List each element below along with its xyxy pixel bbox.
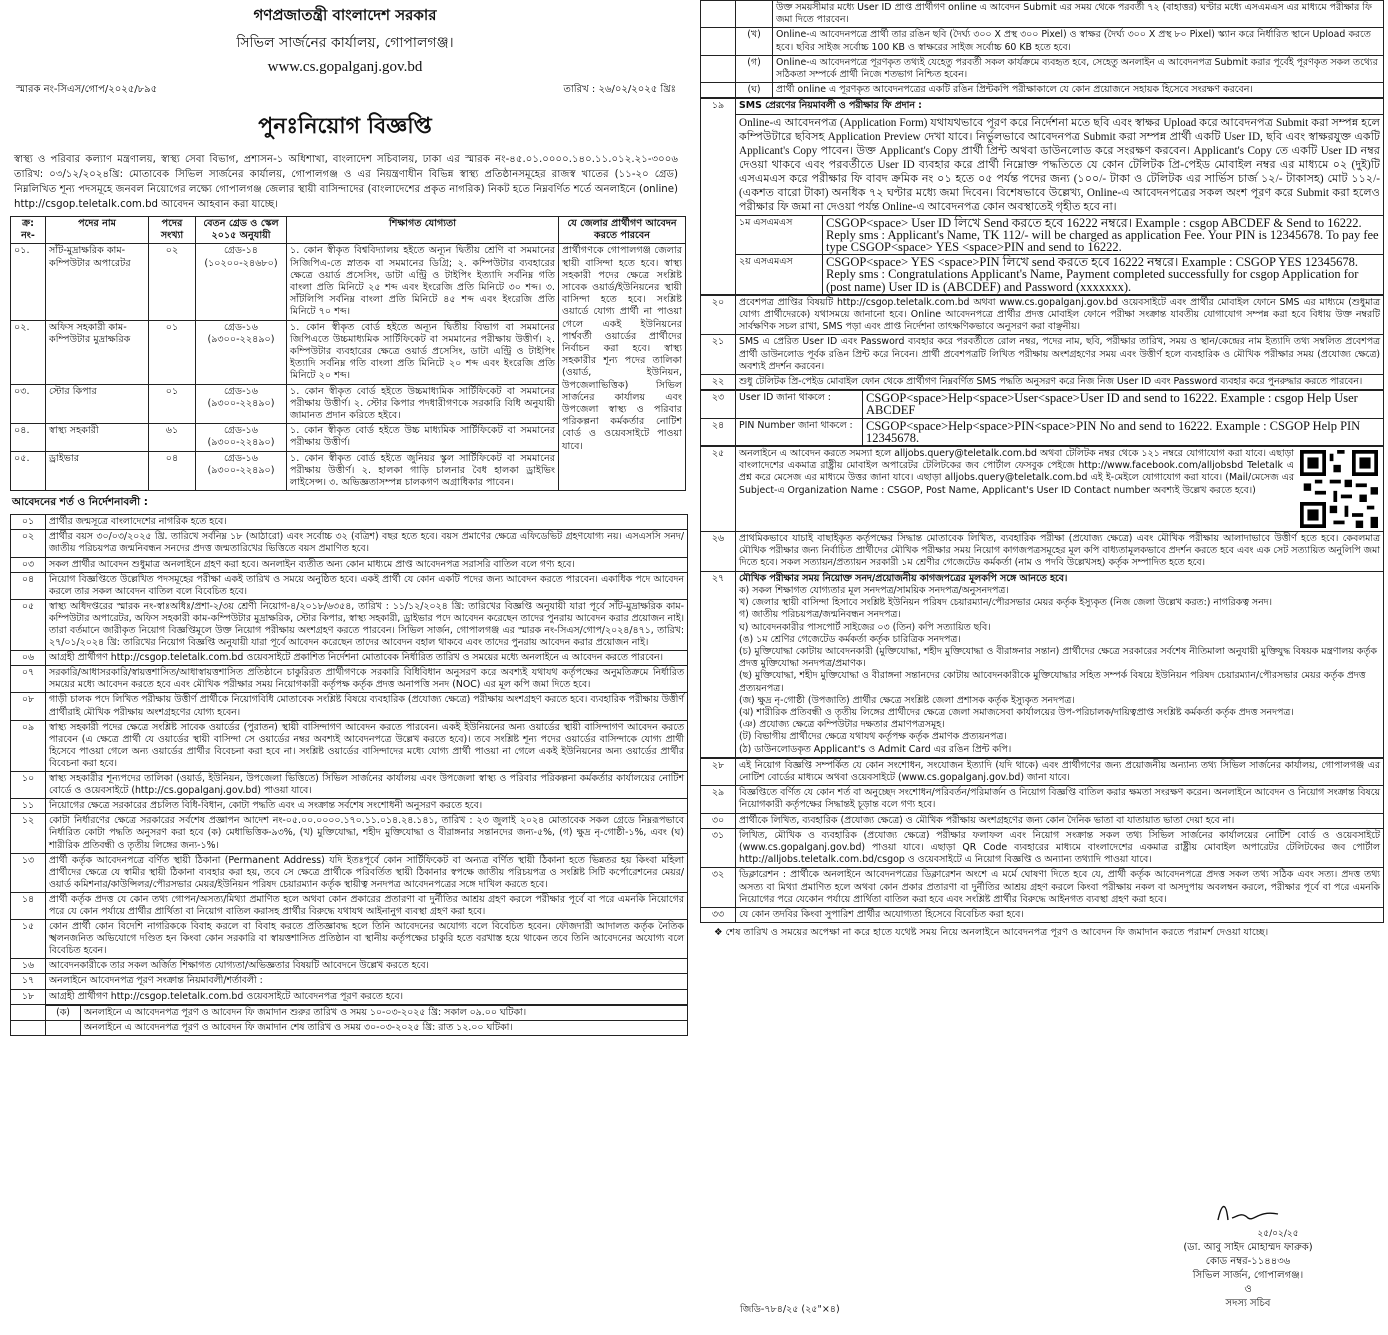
col-post-count: পদের সংখ্যা [149,217,196,244]
item-text: অনলাইনে আবেদনপত্র পূরণ সংক্রান্ত নিয়মাবলী/শর্তাবলী : [46,974,688,989]
list-item [701,375,1384,390]
pin-label: PIN Number জানা থাকলে : [736,418,863,445]
row-post-name: অফিস সহকারী কাম-কম্পিউটার মুদ্রাক্ষরিক [46,320,149,384]
sub-key: (ঘ) [736,83,773,98]
list-item [11,666,688,693]
row-qualification: ১. কোন স্বীকৃত বোর্ড হইতে উচ্চমাধ্যমিক সার্টিফিকেট বা সমমানের পরীক্ষায় উত্তীর্ণ। ২. স্টোর কিপার পদধারীগণকে সরকারি বিধি অনুযায়ী জামানত প্রদান করিতে হইবে। [287,384,559,424]
row-grade: গ্রেড-১৬ (৯৩০০-২২৪৯০) [196,424,287,451]
document-item: (ছ) মুক্তিযোদ্ধা, শহীদ মুক্তিযোদ্ধা ও বীরাঙ্গনা সন্তানদের কোটায় আবেদনকারীকে মুক্তিযোদ্ধার সহিত সম্পর্ক বিষয়ে ইউনিয়ন পরিষদ চেয়ারম্যান/পৌরসভার মেয়র কর্তৃক প্রদত্ত প্রত্যয়নপত্র। [739,670,1366,694]
item-number: ৩১ [701,828,736,868]
item-text: সকল প্রার্থীর আবেদন শুধুমাত্র অনলাইনে গ্রহণ করা হবে। অনলাইন ব্যতীত অন্য কোন মাধ্যমে প্রাপ্ত আবেদনপত্র সরাসরি বাতিল বলে গণ্য হবে। [46,557,688,572]
list-item [11,1005,688,1020]
document-item: (জ) ক্ষুদ্র নৃ-গোষ্ঠী (উপজাতি) প্রার্থীর ক্ষেত্রে সংশ্লিষ্ট জেলা প্রশাসক কর্তৃক ইস্যুকৃত সনদপত্র। [739,694,1075,706]
condition-18-subtable [10,1005,688,1036]
document-item: ঘ) আবেদনকারীর পাসপোর্ট সাইজের ০৩ (তিন) কপি সত্যায়িত ছবি। [739,621,991,633]
signature-block [1138,1192,1358,1311]
list-item [11,720,688,771]
office-name: সিভিল সার্জনের কার্যালয়, গোপালগঞ্জ। [236,35,454,51]
item-number: ০৩ [11,557,46,572]
list-item [701,335,1384,375]
item-number: ০৪ [11,572,46,599]
item-text: প্রার্থী কর্তৃক আবেদনপত্রে বর্ণিত স্থায়ী ঠিকানা (Permanent Address) যদি ইতঃপূর্বে কোন সার্টিফিকেট বা অন্যত্র বর্ণিত স্থায়ী ঠিকানা হতে ভিন্নতর হয় কিংবা মহিলা প্রার্থীদের ক্ষেত্রে যে স্বামীর স্থায়ী ঠিকানা ব্যবহার করা হয়, তবে সে ক্ষেত্রে প্রার্থীকে পরিবর্তিত স্থায়ী ঠিকানার স্বপক্ষে জাতীয় পরিচয়পত্র ও সংশ্লিষ্ট সিটি কর্পোরেশনের মেয়র/ওয়ার্ড কমিশনার/কাউন্সিলর/পৌরসভার মেয়র/ইউনিয়ন পরিষদ চেয়ারম্যান কর্তৃক স্থায়ীত্ব সনদপত্র আবেদনপত্রের সঙ্গে দাখিল করতে হবে। [46,853,688,892]
documents-list [739,585,1380,756]
item-text: নিয়োগের ক্ষেত্রে সরকারের প্রচলিত বিধি-বিধান, কোটা পদ্ধতি এবং এ সংক্রান্ত সর্বশেষ সংশোধনী অনুসরণ করতে হবে। [46,799,688,814]
item-text: স্বাস্থ্য সহকারীর শূন্যপদের তালিকা (ওয়ার্ড, ইউনিয়ন, উপজেলা ভিত্তিতে) সিভিল সার্জনের কার্যালয় এবং উপজেলা স্বাস্থ্য ও পরিবার পরিকল্পনা কর্মকর্তার কার্যালয়ের নোটিশ বোর্ডে ও ওয়েবসাইটে (http://cs.gopalganj.gov.bd) পাওয়া যাবে। [46,772,688,799]
row-post-count: ০২ [149,244,196,320]
list-item [701,83,1384,98]
right-top-table [700,0,1384,98]
sms-body: Online-এ আবেদনপত্র (Application Form) যথাযথভাবে পূরণ করে নির্দেশনা মতে ছবি এবং স্বাক্ষর Upload করে আবেদনপত্র Submit করা সম্পন্ন হলে কম্পিউটারে ছবিসহ Application Preview দেখা যাবে। নির্ভুলভাবে আবেদনপত্র Submit করা সম্পন্ন প্রার্থী একটি User ID, ছবি এবং স্বাক্ষরযুক্ত একটি Applicant's Copy পাবেন। উক্ত Applicant's Copy প্রার্থী প্রিন্ট অথবা ডাউনলোড করে সংরক্ষণ করবেন। Applicant's Copy তে একটি User ID নম্বর দেওয়া থাকবে এবং পরবর্তীতে User ID ব্যবহার করে প্রার্থী নিম্নোক্ত পদ্ধতিতে যে কোন টেলিটক প্রি-পেইড মোবাইল নম্বর এর মাধ্যমে ০২ (দুই)টি এসএমএস করে পরীক্ষার ফি বাবদ ক্রমিক নং ০১ হতে ০৫ পর্যন্ত পদের জন্য (১০০/- টাকা ও টেলিটক এর সার্ভিস চার্জ ১২/- টাকাসহ) মোট ১১২/- (একশত বারো টাকা) অনধিক ৭২ ঘণ্টার মধ্যে জমা দিবেন। বিশেষভাবে উল্লেখ্য, Online-এ আবেদনপত্রের সকল অংশ পূরণ করে Submit করা হলেও পরীক্ষার ফি জমা না দেওয়া পর্যন্ত Online-এ আবেদনপত্র কোন অবস্থাতেই গৃহীত হবে না। [736,114,1384,215]
col-qualification: শিক্ষাগত যোগ্যতা [287,217,559,244]
table-row [11,244,686,320]
letterhead [0,0,690,76]
list-item [11,557,688,572]
list-item [11,799,688,814]
right-column [700,0,1384,941]
row-qualification: ১. কোন স্বীকৃত বিশ্ববিদ্যালয় হইতে অন্যূন দ্বিতীয় শ্রেণি বা সমমানের সিজিপিএ-তে স্নাতক বা সমমানের ডিগ্রি; ২. কম্পিউটার ব্যবহারের ক্ষেত্রে ওয়ার্ড প্রসেসিং, ডাটা এন্ট্রি ও টাইপিং ইত্যাদি সর্বনিম্ন গতি বাংলা প্রতি মিনিটে ২৫ শব্দ এবং ইংরেজি প্রতি মিনিটে ৩০ শব্দ। ৩. সাঁটলিপি সর্বনিম্ন বাংলা প্রতি মিনিটে ৪৫ শব্দ এবং ইংরেজি প্রতি মিনিটে ৭০ শব্দ। [287,244,559,320]
recovery-table [700,390,1384,446]
sms2-text: CSGOP<space> YES <space>PIN লিখে send করতে হবে 16222 নম্বরে। Example : CSGOP YES 12345678. Reply sms : Congratulations Applicant's Name, Payment completed successfully for csgop Application for (post name) User ID is (ABCDEF) and Password (xxxxxxx). [823,255,1384,295]
document-item: (চ) মুক্তিযোদ্ধা কোটায় আবেদনকারী (মুক্তিযোদ্ধা, শহীদ মুক্তিযোদ্ধা ও বীরাঙ্গনার সন্তান) প্রার্থীদের ক্ষেত্রে সরকারের সর্বশেষ নীতিমালা অনুযায়ী মুক্তিযুদ্ধ বিষয়ক মন্ত্রণালয় কর্তৃক প্রদত্ত মুক্তিযোদ্ধা সনদপত্র/প্রমাণক। [739,645,1377,670]
row-grade: গ্রেড-১৬ (৯৩০০-২২৪৯০) [196,384,287,424]
item-number: ২০ [701,295,736,335]
row-serial: ০৫. [11,451,46,491]
item-text: প্রবেশপত্র প্রাপ্তির বিষয়টি http://csgop.teletalk.com.bd অথবা www.cs.gopalganj.gov.bd ওয়েবসাইটে এবং প্রার্থীর মোবাইল ফোনে SMS এর মাধ্যমে (শুধুমাত্র যোগ্য প্রার্থীদেরকে) যথাসময়ে জানানো হবে। Online আবেদনপত্রে প্রার্থীর প্রদত্ত মোবাইল ফোনে পরীক্ষা সংক্রান্ত যাবতীয় যোগাযোগ সম্পন্ন করা হবে বিধায় উক্ত নম্বরটি সার্বক্ষণিক সচল রাখা, SMS পড়া এবং প্রাপ্ত নির্দেশনা তাৎক্ষণিকভাবে অনুসরণ করা বাঞ্ছনীয়। [736,295,1384,335]
col-grade: বেতন গ্রেড ও স্কেল ২০১৫ অনুযায়ী [196,217,287,244]
sub-text: Online-এ আবেদনপত্রে পূরণকৃত তথ্যই যেহেতু পরবর্তী সকল কার্যক্রমে ব্যবহৃত হবে, সেহেতু অনলাইন এ আবেদনপত্র Submit করার পূর্বেই পূরণকৃত সকল তথ্যের সঠিকতা সম্পর্কে প্রার্থী নিজে শতভাগ নিশ্চিত হবেন। [773,55,1384,82]
item-number: ২৫ [701,447,736,532]
signer-role: সদস্য সচিব [1225,1298,1271,1309]
sub-key: (খ) [736,28,773,55]
row-grade: গ্রেড-১৬ (৯৩০০-২২৪৯০) [196,451,287,491]
right-rows-20-22 [700,295,1384,390]
sub-text: উক্ত সময়সীমার মধ্যে User ID প্রাপ্ত প্রার্থীগণ online এ আবেদন Submit এর সময় থেকে পরবর্তী ৭২ (বাহাত্তর) ঘণ্টার মধ্যে এসএমএস এর মাধ্যমে পরীক্ষার ফি জমা দিতে পারবেন। [773,1,1384,28]
item-number: ০১ [11,515,46,530]
list-item [701,391,1384,418]
document-item: (ঙ) ১ম শ্রেণির গেজেটেড কর্মকর্তা কর্তৃক চারিত্রিক সনদপত্র। [739,633,961,645]
item-number: ১১ [11,799,46,814]
list-item [11,515,688,530]
sms1-label: ১ম এসএমএস [736,215,823,255]
item-text: গাড়ী চালক পদে লিখিত পরীক্ষায় উত্তীর্ণ প্রার্থীকে নিয়োগবিধি মোতাবেক সংশ্লিষ্ট বিষয়ে ব্যবহারিক (প্রযোজ্য ক্ষেত্রে) পরীক্ষায় অংশগ্রহণ করতে হবে। ব্যবহারিক পরীক্ষায় উত্তীর্ণ প্রার্থীরাই মৌখিক পরীক্ষায় অংশগ্রহণের যোগ্য হবেন। [46,693,688,720]
col-serial: ক্র: নং- [11,217,46,244]
list-item [701,571,1384,757]
left-column [0,0,690,1036]
item-text: বিজ্ঞপ্তিতে বর্ণিত যে কোন শর্ত বা অনুচ্ছেদ সংশোধন/পরিবর্তন/পরিমার্জন ও নিয়োগ বিজ্ঞপ্তি বাতিল করার ক্ষমতা সংরক্ষণ করেন। অনলাইনে আবেদন ও নিয়োগ সংক্রান্ত বিষয়ে নিয়োগকারী কর্তৃপক্ষের সিদ্ধান্তই চূড়ান্ত বলে গণ্য হবে। [736,786,1384,813]
item-number: ১৫ [11,920,46,959]
document-item: (ট) বিভাগীয় প্রার্থীদের ক্ষেত্রে যথাযথ কর্তৃপক্ষ কর্তৃক প্রমাণক প্রত্যয়নপত্র। [739,731,1007,743]
document-item: ক) সকল শিক্ষাগত যোগ্যতার মূল সনদপত্র/সাময়িক সনদপত্র/অনুসনদপত্র। [739,584,1009,596]
office-website: www.cs.gopalganj.gov.bd [267,59,423,75]
row-qualification: ১. কোন স্বীকৃত বোর্ড হইতে উচ্চ মাধ্যমিক সার্টিফিকেট বা সমমানের পরীক্ষায় উত্তীর্ণ। [287,424,559,451]
list-item [11,530,688,557]
notice-date: তারিখ : ২৬/০২/২০২৫ খ্রিঃ [563,84,676,95]
item-text: লিখিত, মৌখিক ও ব্যবহারিক (প্রযোজ্য ক্ষেত্রে) পরীক্ষার ফলাফল এবং নিয়োগ সংক্রান্ত সকল তথ্য সিভিল সার্জনের কার্যালয়ের নোটিশ বোর্ড ও ওয়েবসাইটে (www.cs.gopalganj.gov.bd) পাওয়া যাবে। এছাড়া QR Code ব্যবহারের মাধ্যমে বাংলাদেশের একমাত্র রাষ্ট্রীয় মোবাইল অপারেটর টেলিটকের জব পোর্টাল http://alljobs.teletalk.com.bd/csgop ও ওয়েবসাইটে এ নিয়োগ বিজ্ঞপ্তি ও অন্যান্য তথ্যাদি পাওয়া যাবে। [736,828,1384,868]
sub-key: (ক) [46,1005,81,1020]
list-item [701,786,1384,813]
documents-title: মৌখিক পরীক্ষার সময় নিয়োক্ত সনদ/প্রয়োজনীয় কাগজপত্রের মূলকপি সঙ্গে আনতে হবে। [739,572,1068,584]
list-item [11,989,688,1004]
pin-help: CSGOP<space>Help<space>PIN<space>PIN No and send to 16222. Example : CSGOP Help PIN 12345678. [863,418,1384,445]
signer-and: ও [1244,1284,1252,1295]
item-number: ৩০ [701,813,736,828]
row-post-count: ০১ [149,320,196,384]
list-item [701,99,1384,114]
document-item: গ) জাতীয় পরিচয়পত্র/জন্মনিবন্ধন সনদপত্র। [739,609,901,621]
signer-name: (ডা. আবু সাইদ মোহাম্মদ ফারুক) [1183,1242,1313,1253]
row-post-name: স্টোর কিপার [46,384,149,424]
list-item [701,813,1384,828]
item-number: ৩২ [701,868,736,908]
district-note: প্রার্থীগণকে গোপালগঞ্জ জেলার স্থায়ী বাসিন্দা হতে হবে। স্বাস্থ্য সহকারী পদের ক্ষেত্রে সংশ্লিষ্ট সাবেক ওয়ার্ড/ইউনিয়নের স্থায়ী বাসিন্দা হতে হবে। সংশ্লিষ্ট ওয়ার্ডে যোগ্য প্রার্থী না পাওয়া গেলে একই ইউনিয়নের পার্শ্ববর্তী ওয়ার্ডের প্রার্থীদের নির্বাচন করা হবে। স্বাস্থ্য সহকারীর শূন্য পদের তালিকা (ওয়ার্ড, ইউনিয়ন, উপজেলাভিত্তিক) সিভিল সার্জনের কার্যালয় এবং উপজেলা স্বাস্থ্য ও পরিবার পরিকল্পনা কর্মকর্তার নোটিশ বোর্ড ও ওয়েবসাইটে পাওয়া যাবে। [559,244,686,491]
list-item [701,868,1384,908]
posts-table [10,216,686,491]
item-number: ১০ [11,772,46,799]
list-item [11,693,688,720]
document-item: (ঞ) প্রযোজ্য ক্ষেত্রে কম্পিউটার দক্ষতার প্রমাণপত্রসমূহ। [739,719,945,731]
list-item [701,758,1384,785]
qr-code-icon[interactable] [1300,450,1378,528]
item-text: প্রার্থীকে লিখিত, ব্যবহারিক (প্রযোজ্য ক্ষেত্রে) ও মৌখিক পরীক্ষায় অংশগ্রহণের জন্য কোন দৈনিক ভাতা বা যাতায়াত ভাতা দেয়া হবে না। [736,813,1384,828]
application-start: অনলাইনে এ আবেদনপত্র পূরণ ও আবেদন ফি জমাদান শুরুর তারিখ ও সময় ১০-০৩-২০২৫ খ্রি: সকাল ০৯.০০ ঘটিকা। [81,1005,688,1020]
item-number: ২৩ [701,391,736,418]
application-end: অনলাইনে এ আবেদনপত্র পূরণ ও আবেদন ফি জমাদান শেষ তারিখ ও সময় ৩০-০৩-২০২৫ খ্রি: রাত ১২.০০ ঘটিকা। [81,1020,688,1035]
list-item [11,814,688,853]
list-item [701,255,1384,295]
userid-help: CSGOP<space>Help<space>User<space>User ID and send to 16222. Example : csgop Help User ABCDEF [863,391,1384,418]
item-text: প্রার্থীর বয়স ৩০/০৩/২০২৫ খ্রি. তারিখে সর্বনিম্ন ১৮ (আঠারো) এবং সর্বোচ্চ ৩২ (বত্রিশ) বছর হতে হবে। বয়স প্রমাণের ক্ষেত্রে এফিডেভিট গ্রহণযোগ্য নয়। এসএসসি সনদ/জাতীয় পরিচয়পত্র জন্মনিবন্ধন সনদের প্রদত্ত জন্মতারিখের ভিত্তিতে বয়স প্রমাণিত হবে। [46,530,688,557]
sub-key: (গ) [736,55,773,82]
list-item [11,959,688,974]
list-item [701,55,1384,82]
sms1-text: CSGOP<space> User ID লিখে Send করতে হবে 16222 নম্বরে। Example : csgop ABCDEF & Send to 16222. Reply sms : Applicant's Name, TK 112/- will be charged as application Fee. Your PIN is 12345678. To pay fee type CSGOP<space> YES <space>PIN and send to 16222. [823,215,1384,255]
item-number: ০৫ [11,599,46,650]
signer-designation: সিভিল সার্জন, গোপালগঞ্জ। [1192,1270,1304,1281]
help-contact-text: অনলাইনে এ আবেদন করতে সমস্যা হলে alljobs.query@teletalk.com.bd অথবা টেলিটক নম্বর থেকে ১২১ নম্বরে যোগাযোগ করা যাবে। এছাড়া বাংলাদেশের একমাত্র রাষ্ট্রীয় মোবাইল অপারেটর টেলিটকের জব পোর্টাল ফেসবুক পেইজে http://www.facebook.com/alljobsbd Teletalk এ প্রশ্ন করে মেসেজ এর মাধ্যমে উত্তর জানা যাবে। এছাড়া alljobs.query@teletalk.com.bd এই ই-মেইলে যোগাযোগ করা যাবে। (Mail/মেসেজ এর Subject-এ Organization Name : CSGOP, Post Name, Applicant's User ID Contact number অবশ্যই উল্লেখ করতে হবে।) [739,448,1294,496]
document-item: (ঠ) ডাউনলোডকৃত Applicant's ও Admit Card এর রঙিন প্রিন্ট কপি। [739,743,1012,755]
list-item [701,532,1384,572]
sms-title: SMS প্রেরণের নিয়মাবলী ও পরীক্ষার ফি প্রদান : [736,99,1384,114]
row-post-count: ০১ [149,384,196,424]
document-item: (ঝ) শারীরিক প্রতিবন্ধী ও তৃতীয় লিঙ্গের প্রার্থীদের ক্ষেত্রে জেলা সমাজসেবা কার্যালয়ের উপ-পরিচালক/দায়িত্বপ্রাপ্ত সংশ্লিষ্ট কর্মকর্তা কর্তৃক প্রদত্ত সনদপত্র। [739,706,1294,718]
item-number: ১৮ [11,989,46,1004]
item-text: শুধু টেলিটক প্রি-পেইড মোবাইল ফোন থেকে প্রার্থীগণ নিম্নবর্ণিত SMS পদ্ধতি অনুসরণ করে নিজ নিজ User ID এবং Password ব্যবহার করে পুনরুদ্ধার করতে পারবেন। [736,375,1384,390]
item-text: প্রাথমিকভাবে যাচাই বাছাইকৃত কর্তৃপক্ষের সিদ্ধান্ত মোতাবেক লিখিত, ব্যবহারিক পরীক্ষা (প্রযোজ্য ক্ষেত্রে) এবং মৌখিক পরীক্ষায় আলাদাভাবে উত্তীর্ণ হতে হবে। কেবলমাত্র মৌখিক পরীক্ষার জন্য নির্বাচিত প্রার্থীদের মৌখিক পরীক্ষার সময় নিয়োগ কাগজপত্রসমূহের মূল কপি বাধ্যতামূলকভাবে প্রদর্শন করতে হবে এবং এক সেট সত্যায়িত অনুলিপি জমা দিতে হবে। সকল সত্যায়ন/প্রত্যায়ন সরকারী ১ম শ্রেণীর গেজেটেড কর্মকর্তা (নাম ও পদবি উল্লেখসহ) কর্তৃক সম্পাদিত হতে হবে। [736,532,1384,572]
item-text: প্রার্থীর জন্মসূত্রে বাংলাদেশের নাগরিক হতে হবে। [46,515,688,530]
conditions-table [10,514,688,1004]
sub-text: Online-এ আবেদনপত্রে প্রার্থী তার রঙিন ছবি (দৈর্ঘ্য ৩০০ X প্রস্থ ৩০০ Pixel) ও স্বাক্ষর (দৈর্ঘ্য ৩০০ X প্রস্থ ৮০ Pixel) স্ক্যান করে নির্ধারিত স্থানে Upload করতে হবে। ছবির সাইজ সর্বোচ্চ 100 KB ও স্বাক্ষরের সাইজ সর্বোচ্চ 60 KB হতে হবে। [773,28,1384,55]
row-serial: ০৩. [11,384,46,424]
reference-line [16,82,676,99]
row-post-count: ০৪ [149,451,196,491]
item-text: স্বাস্থ্য অধিদপ্তরের স্মারক নং-স্বাঃঅধিঃ/প্রশা-২/৩য় শ্রেণী নিয়োগ-৪/২০১৮/৬৩৫৪, তারিখ : ১১/১২/২০২৪ খ্রি: তারিখের বিজ্ঞপ্তি অনুযায়ী যারা পূর্বে সাঁট-মুদ্রাক্ষরিক কাম-কম্পিউটার অপারেটর, অফিস সহকারী কাম-কম্পিউটার মুদ্রাক্ষরিক, স্টোর কিপার, স্বাস্থ্য সহকারী, ড্রাইভার পদে আবেদন করেছেন তাদের পুনরায় আবেদন করার প্রয়োজন নাই। তারা বর্তমানে জারীকৃত নিয়োগ বিজ্ঞপ্তিমূলে উক্ত নিয়োগ পরীক্ষায় অংশগ্রহণ করতে পারবেন। সিভিল সার্জন, গোপালগঞ্জ এর স্মারক নং-সিএস/গোপ/২০২৪/৪৭১, তারিখ: ২৭/০১/২০২৪ খ্রি: তারিখের নিয়োগ বিজ্ঞপ্তি অনুযায়ী যারা পূর্বে আবেদন করেছেন তাদের আবেদন বহাল থাকবে এবং তাদের পুনরায় আবেদন করার প্রয়োজন নাই। [46,599,688,650]
col-district: যে জেলার প্রার্থীগণ আবেদন করতে পারবেন [559,217,686,244]
item-number: ৩৩ [701,907,736,922]
item-text: এই নিয়োগ বিজ্ঞপ্তি সম্পর্কিত যে কোন সংশোধন, সংযোজন ইত্যাদি (যদি থাকে) এবং প্রার্থীগণের জন্য প্রয়োজনীয় অন্যান্য তথ্য সিভিল সার্জনের কার্যালয়, গোপালগঞ্জ এর নোটিশ বোর্ডের মাধ্যমে অথবা ওয়েবসাইটে (www.cs.gopalganj.gov.bd) জানা যাবে। [736,758,1384,785]
item-number: ২২ [701,375,736,390]
col-post-name: পদের নাম [46,217,149,244]
list-item [11,920,688,959]
item-number: ২১ [701,335,736,375]
document-item: খ) জেলার স্থায়ী বাসিন্দা হিসাবে সংশ্লিষ্ট ইউনিয়ন পরিষদ চেয়ারম্যান/পৌরসভার মেয়র কর্তৃক ইস্যুকৃত (নিজ জেলা উল্লেখ করত:) নাগরিকত্ব সনদ। [739,597,1272,609]
item-number: ১৪ [11,892,46,919]
footnote: ❖ শেষ তারিখ ও সময়ের অপেক্ষা না করে হাতে যথেষ্ট সময় নিয়ে অনলাইনে আবেদনপত্র পূরণ ও আবেদন ফি জমাদান করতে পরামর্শ দেওয়া যাচ্ছে। [714,927,1269,939]
row-post-name: ড্রাইভার [46,451,149,491]
sub-key [736,1,773,28]
list-item [11,572,688,599]
item-text: ডিক্লারেশন : প্রার্থীকে অনলাইনে আবেদনপত্রের ডিক্লারেশন অংশে এ মর্মে ঘোষণা দিতে হবে যে, প্রার্থী কর্তৃক আবেদনপত্রে প্রদত্ত সকল তথ্য সঠিক এবং সত্য। প্রদত্ত তথ্য অসত্য বা মিথ্যা প্রমাণিত হলে অথবা কোন প্রকার প্রতারণা বা দুর্নীতির আশ্রয় গ্রহণ করলে কিংবা পরীক্ষায় নকল বা অসদুপায় অবলম্বন করলে, পরীক্ষার পূর্বে বা পরে এমনকি নিয়োগের পরে যেকোন পর্যায়ে প্রার্থিতা বাতিল করা হবে এবং সংশ্লিষ্ট প্রার্থীর বিরুদ্ধে আইনগত ব্যবস্থা গ্রহণ করা হবে। [736,868,1384,908]
memo-number: স্মারক নং-সিএস/গোপ/২০২৫/৮৯৫ [16,84,158,95]
list-item [11,1020,688,1035]
item-number: ১৯ [701,99,736,294]
sms2-label: ২য় এসএমএস [736,255,823,295]
item-number: ১৩ [11,853,46,892]
list-item [11,892,688,919]
item-number: ১৭ [11,974,46,989]
item-number: ০৬ [11,651,46,666]
item-number: ০৭ [11,666,46,693]
item-text: যে কোন তদবির কিংবা সুপারিশ প্রার্থীর অযোগ্যতা হিসেবে বিবেচিত করা হবে। [736,907,1384,922]
item-text: কোটা নির্ধারণের ক্ষেত্রে সরকারের সর্বশেষ প্রজ্ঞাপন আদেশ নং-০৫.০০.০০০০.১৭০.১১.০১৪.২৪.১৪১, তারিখ : ২৩ জুলাই ২০২৪ মোতাবেক সকল গ্রেডে নিম্নরূপভাবে নির্ধারিত কোটা পদ্ধতি অনুসরণ করা হবে (ক) মেধাভিত্তিক-৯৩%, (খ) মুক্তিযোদ্ধা, শহীদ মুক্তিযোদ্ধা ও বীরাঙ্গনার সন্তানদের জন্য-৫%, (গ) ক্ষুদ্র নৃ-গোষ্ঠী-১%, এবং (ঘ) শারীরিক প্রতিবন্ধী ও তৃতীয় লিঙ্গের জন্য-১%। [46,814,688,853]
item-text: SMS এ প্রেরিত User ID এবং Password ব্যবহার করে পরবর্তীতে রোল নম্বর, পদের নাম, ছবি, পরীক্ষার তারিখ, সময় ও স্থান/কেন্দ্রের নাম ইত্যাদি তথ্য সম্বলিত প্রবেশপত্র প্রার্থী ডাউনলোড পূর্বক রঙিন প্রিন্ট করে নিবেন। প্রার্থী প্রবেশপত্রটি লিখিত পরীক্ষায় অংশগ্রহণের সময় এবং উত্তীর্ণ হলে ব্যবহারিক ও মৌখিক পরীক্ষার সময় (প্রযোজ্য ক্ষেত্রে) অবশ্যই প্রদর্শন করবেন। [736,335,1384,375]
list-item [11,853,688,892]
row-post-name: সাঁট-মুদ্রাক্ষরিক কাম-কম্পিউটার অপারেটর [46,244,149,320]
list-item [701,828,1384,868]
item-number: ১৬ [11,959,46,974]
row-qualification: ১. কোন স্বীকৃত বোর্ড হইতে জুনিয়র স্কুল সার্টিফিকেট বা সমমানের পরীক্ষায় উত্তীর্ণ। ২. হালকা গাড়ি চালনার বৈধ হালকা ড্রাইভিং লাইসেন্স। ৩. অভিজ্ঞতাসম্পন্ন চালকগণ অগ্রাধিকার পাবেন। [287,451,559,491]
row-post-count: ৬১ [149,424,196,451]
row-qualification: ১. কোন স্বীকৃত বোর্ড হইতে অন্যূন দ্বিতীয় বিভাগ বা সমমানের জিপিএতে উচ্চমাধ্যমিক সার্টিফিকেট বা সমমানের পরীক্ষায় উত্তীর্ণ। ২. কম্পিউটার ব্যবহারের ক্ষেত্রে ওয়ার্ড প্রসেসিং, ডাটা এন্ট্রি ও টাইপিং ইত্যাদি সর্বনিম্ন গতি বাংলা প্রতি মিনিটে ২০ শব্দ এবং ইংরেজি প্রতি মিনিটে ২০ শব্দ। [287,320,559,384]
list-item [701,1,1384,28]
item-number: ০৮ [11,693,46,720]
list-item [701,215,1384,255]
publication-code: জিডি-৭৮৪/২৫ (২৫"×৪) [740,1304,840,1315]
item-number: ১২ [11,814,46,853]
list-item [11,772,688,799]
item-text: প্রার্থী কর্তৃক প্রদত্ত যে কোন তথ্য গোপন/অসত্য/মিথ্যা প্রমাণিত হলে অথবা কোন প্রকারের প্রতারণা বা দুর্নীতির আশ্রয় গ্রহণ করলে পরীক্ষার পূর্বে বা পরে এমনকি নিয়োগের পরে যে কোন পর্যায়ে প্রার্থীর প্রার্থিতা বা নিয়োগ বাতিল করাসহ প্রার্থীর বিরুদ্ধে যথাযথ আইনানুগ ব্যবস্থা গ্রহণ করা হবে। [46,892,688,919]
list-item [701,295,1384,335]
row-serial: ০১. [11,244,46,320]
item-number: ২৮ [701,758,736,785]
item-text: স্বাস্থ্য সহকারী পদের ক্ষেত্রে সংশ্লিষ্ট সাবেক ওয়ার্ডের (পুরাতন) স্থায়ী বাসিন্দাগণ আবেদন করতে পারবেন। একই ইউনিয়নের অন্য ওয়ার্ডের স্থায়ী বাসিন্দাগণ আবেদন করতে পারবেন (এ ক্ষেত্রে প্রার্থী যে ওয়ার্ডের স্থায়ী বাসিন্দা সে ওয়ার্ডের নম্বর অবশ্যই আবেদনপত্রে উল্লেখ করতে হবে)। তবে সংশ্লিষ্ট শূন্য পদের ওয়ার্ডের বাসিন্দাকে যোগ্য প্রার্থী হিসেবে পাওয়া গেলে অন্য ওয়ার্ডের প্রার্থীর বিবেচনা করা হবে না। সংশ্লিষ্ট ওয়ার্ডের বাসিন্দাদের মধ্যে যোগ্য প্রার্থী পাওয়া না গেলে একই ইউনিয়নের অন্য ওয়ার্ডের প্রার্থীর বিবেচনা করা হবে। [46,720,688,771]
userid-label: User ID জানা থাকলে : [736,391,863,418]
item-text: সরকারি/আধাসরকারি/স্বায়ত্তশাসিত/আধাস্বায়ত্তশাসিত প্রতিষ্ঠানে চাকুরিরত প্রার্থীগণকে সরকারি বিধিবিধান অনুসরণ করে অবশ্যই যথাযথ কর্তৃপক্ষের অনুমতিক্রমে নির্ধারিত সময়ের মধ্যে আবেদন করতে হবে এবং মৌখিক পরীক্ষার সময় নিয়োগকারী কর্তৃপক্ষ কর্তৃক প্রদত্ত অনাপত্তি সনদ (NOC) এর মূল কপি জমা দিতে হবে। [46,666,688,693]
item-text: আবেদনকারীকে তার সকল অর্জিত শিক্ষাগত যোগ্যতা/অভিজ্ঞতার বিষয়টি আবেদনে উল্লেখ করতে হবে। [46,959,688,974]
signature-icon [1188,1192,1308,1232]
item-number: ২৯ [701,786,736,813]
item-number: ০৯ [11,720,46,771]
row-post-name: স্বাস্থ্য সহকারী [46,424,149,451]
list-item [11,651,688,666]
item-number: ০২ [11,530,46,557]
conditions-title: আবেদনের শর্ত ও নির্দেশনাবলী : [12,496,148,509]
right-rows-28-33 [700,758,1384,923]
list-item [701,907,1384,922]
right-rows-25-27 [700,446,1384,758]
list-item [11,974,688,989]
list-item [701,447,1384,532]
row-serial: ০৪. [11,424,46,451]
item-number: ২৪ [701,418,736,445]
signer-code: কোড নম্বর-১১৪৪৩৬ [1205,1256,1291,1267]
item-text: আগ্রহী প্রার্থীগণ http://csgop.teletalk.com.bd ওয়েবসাইটে আবেদনপত্র পূরণ করতে হবে। [46,989,688,1004]
list-item [11,599,688,650]
sub-text: প্রার্থী online এ পূরণকৃত আবেদনপত্রের একটি রঙিন প্রিন্টকপি পরীক্ষাকালে যে কোন প্রয়োজনে সহায়ক হিসেবে সংরক্ষণ করবেন। [773,83,1384,98]
list-item [701,418,1384,445]
govt-name: গণপ্রজাতন্ত্রী বাংলাদেশ সরকার [253,6,437,24]
posts-table-header [11,217,686,244]
item-text: নিয়োগ বিজ্ঞপ্তিতে উল্লেখিত পদসমূহের পরীক্ষা একই তারিখ ও সময়ে অনুষ্ঠিত হবে। একই প্রার্থী যে কোন একটি পদের জন্য আবেদন করতে পারবেন। একাধিক পদে আবেদন করলে তার সকল আবেদন বাতিল বলে বিবেচিত হবে। [46,572,688,599]
row-grade: গ্রেড-১৪ (১০২০০-২৪৬৮০) [196,244,287,320]
row-serial: ০২. [11,320,46,384]
item-number: ২৬ [701,532,736,572]
list-item [701,28,1384,55]
item-text: কোন প্রার্থী কোন বিদেশি নাগরিককে বিবাহ করলে বা বিবাহ করতে প্রতিজ্ঞাবদ্ধ হলে তিনি আবেদনের অযোগ্য বলে বিবেচিত হবেন। ফৌজদারী আদালত কর্তৃক নৈতিক স্খলনজনিত অভিযোগে দণ্ডিত হন কিংবা কোন সরকারি বা স্বায়ত্তশাসিত প্রতিষ্ঠান বা স্থানীয় কর্তৃপক্ষের চাকুরি হতে বরখাস্ত হয়ে থাকেন তবে তিনি আবেদনের অযোগ্য বলে বিবেচিত হবেন। [46,920,688,959]
page-title: পুনঃনিয়োগ বিজ্ঞপ্তি [258,114,432,139]
row-grade: গ্রেড-১৬ (৯৩০০-২২৪৯০) [196,320,287,384]
item-number: ২৭ [701,571,736,757]
sub-key [46,1020,81,1035]
intro-paragraph: স্বাস্থ্য ও পরিবার কল্যাণ মন্ত্রণালয়, স্বাস্থ্য সেবা বিভাগ, প্রশাসন-১ অধিশাখা, বাংলাদেশ সচিবালয়, ঢাকা এর স্মারক নং-৪৫.০১.০০০০.১৪০.১১.০১২.২১-৩০০৬ তারিখ: ০৩/১২/২০২৪খ্রি: মোতাবেক সিভিল সার্জনের কার্যালয়, গোপালগঞ্জ ও এর নিয়ন্ত্রণাধীন বিভিন্ন স্বাস্থ্য প্রতিষ্ঠানসমূহের রাজস্ব খাতের (১১-২০ গ্রেড) নিম্নলিখিত শূন্য পদসমূহে জনবল নিয়োগের লক্ষ্যে গোপালগঞ্জ জেলার স্থায়ী বাসিন্দাদের (বাংলাদেশের প্রকৃত নাগরিক) নিকট হতে নিম্নবর্ণিত শর্তে অনলাইনে (online) http://csgop.teletalk.com.bd আবেদন আহবান করা যাচ্ছে। [14,154,678,210]
item-text: আগ্রহী প্রার্থীগণ http://csgop.teletalk.com.bd ওয়েবসাইটে প্রকাশিত নির্দেশনা মোতাবেক নির্ধারিত তারিখ ও সময়ের মধ্যে অনলাইনে এ আবেদন করতে পারবেন। [46,651,688,666]
signature-date: ২৫/০২/২৫ [1257,1229,1299,1239]
sms-instructions [700,98,1384,294]
